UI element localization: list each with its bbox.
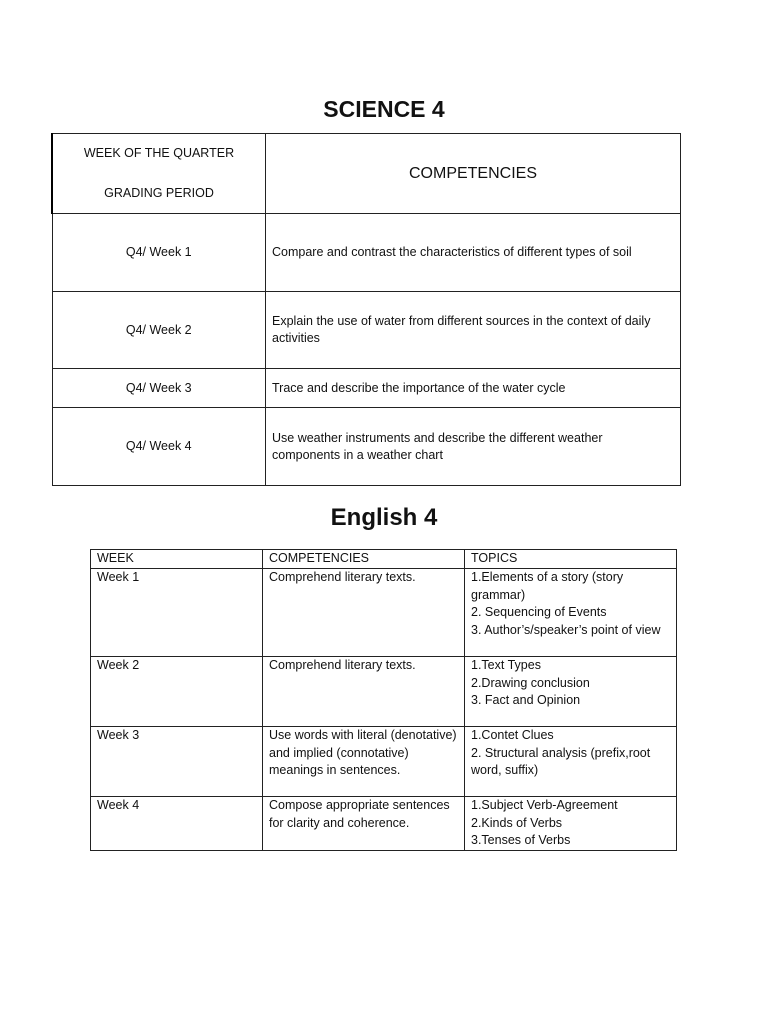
- week-cell: Q4/ Week 3: [52, 369, 266, 408]
- table-row: [52, 214, 681, 292]
- topics-cell: [465, 569, 677, 657]
- topic-item: 2.Drawing conclusion: [471, 675, 590, 690]
- table-row: [91, 797, 677, 851]
- table-row: [91, 569, 677, 657]
- topics-header: TOPICS: [465, 550, 677, 569]
- topic-item: 1.Elements of a story (story grammar): [471, 570, 624, 602]
- week-of-quarter-header: [52, 134, 266, 214]
- table-row: [91, 727, 677, 797]
- table-row: [52, 369, 681, 408]
- competency-cell: Use words with literal (denotative) and implied (connotative) meanings in sentences.: [263, 727, 465, 797]
- table-row: [91, 657, 677, 727]
- competency-cell: Comprehend literary texts.: [263, 657, 465, 727]
- competencies-header: COMPETENCIES: [263, 550, 465, 569]
- science-competencies-table: [51, 133, 681, 486]
- topic-item: 1.Contet Clues: [471, 728, 554, 742]
- week-cell: Week 4: [91, 797, 263, 851]
- week-cell: Q4/ Week 4: [52, 408, 266, 486]
- week-cell: Week 3: [91, 727, 263, 797]
- grading-period-label: GRADING PERIOD: [104, 186, 214, 200]
- topic-item: 3.Tenses of Verbs: [471, 833, 571, 847]
- competency-cell: Compare and contrast the characteristics of different types of soil: [266, 214, 681, 292]
- competency-cell: Trace and describe the importance of the water cycle: [266, 369, 681, 408]
- english-competencies-table: [90, 549, 677, 851]
- science-header-row: [52, 134, 681, 214]
- topic-item: 1.Text Types: [471, 658, 541, 672]
- week-of-quarter-label: WEEK OF THE QUARTER: [83, 146, 235, 160]
- topic-item: 3. Fact and Opinion: [471, 693, 581, 707]
- week-cell: Q4/ Week 2: [52, 292, 266, 369]
- science-title: SCIENCE 4: [323, 96, 445, 122]
- week-cell: Week 1: [91, 569, 263, 657]
- topics-cell: [465, 727, 677, 797]
- week-cell: Q4/ Week 1: [52, 214, 266, 292]
- table-row: [52, 292, 681, 369]
- topic-item: 1.Subject Verb-Agreement: [471, 798, 618, 812]
- topic-item: 2. Structural analysis (prefix,root word, suffix): [471, 745, 651, 777]
- week-header: WEEK: [91, 550, 263, 569]
- week-cell: Week 2: [91, 657, 263, 727]
- english-title: English 4: [330, 504, 438, 531]
- topic-item: 2.Kinds of Verbs: [471, 815, 563, 830]
- competency-cell: Comprehend literary texts.: [263, 569, 465, 657]
- topics-cell: [465, 797, 677, 851]
- english-header-row: [91, 550, 677, 569]
- topics-cell: [465, 657, 677, 727]
- competency-cell: Explain the use of water from different sources in the context of daily activities: [266, 292, 681, 369]
- table-row: [52, 408, 681, 486]
- competency-cell: Use weather instruments and describe the different weather components in a weather chart: [266, 408, 681, 486]
- competency-cell: Compose appropriate sentences for clarity and coherence.: [263, 797, 465, 851]
- topic-item: 3. Author’s/speaker’s point of view: [471, 622, 661, 637]
- competencies-header: COMPETENCIES: [266, 134, 681, 214]
- topic-item: 2. Sequencing of Events: [471, 605, 607, 619]
